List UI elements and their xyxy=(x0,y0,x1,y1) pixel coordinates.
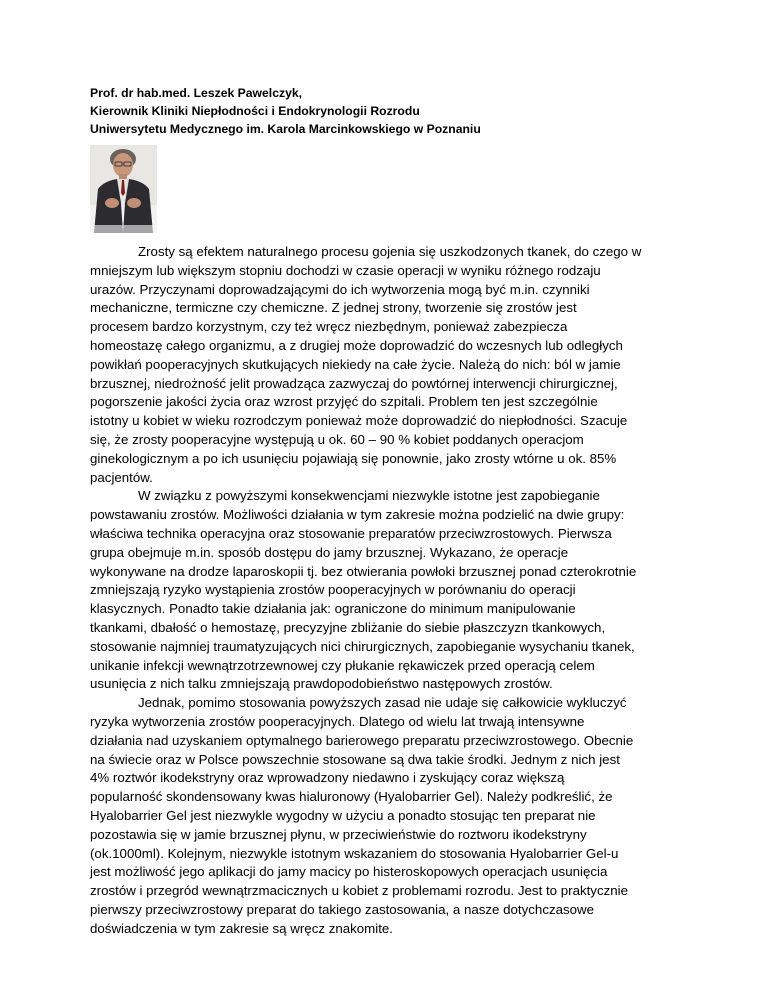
author-name: Prof. dr hab.med. Leszek Pawelczyk, xyxy=(90,86,303,100)
paragraph-2: W związku z powyższymi konsekwencjami niezwykle istotne jest zapobieganie powstawaniu zrostów. Możliwości działania w tym zakresie można podzielić na dwie grupy: właściwa technika operacyjna oraz stosowanie preparatów przeciwzrostowych. Pierwsza grupa obejmuje m.in. sposób dostępu do jamy brzusznej. Wykazano, że operacje wykonywane na drodze laparoskopii tj. bez otwierania powłoki brzusznej ponad czterokrotnie zmniejszają ryzyko wystąpienia zrostów pooperacyjnych w porównaniu do operacji klasycznych. Ponadto takie działania jak: ograniczone do minimum manipulowanie tkankami, dbałość o hemostazę, precyzyjne zbliżanie do siebie płaszczyzn tkankowych, stosowanie najmniej traumatyzujących nici chirurgicznych, zapobieganie wysychaniu tkanek, unikanie infekcji wewnątrzotrzewnowej czy płukanie rękawiczek przed operacją celem usunięcia z nich talku zmniejszają prawdopodobieństwo następowych zrostów. xyxy=(90,488,637,692)
author-portrait-photo xyxy=(90,145,157,233)
paragraph-3: Jednak, pomimo stosowania powyższych zasad nie udaje się całkowicie wykluczyć ryzyka wytworzenia zrostów pooperacyjnych. Dlatego od wielu lat trwają intensywne działania nad uzyskaniem optymalnego barierowego preparatu przeciwzrostowego. Obecnie na świecie oraz w Polsce powszechnie stosowane są dwa takie środki. Jednym z nich jest 4% roztwór ikodekstryny oraz wprowadzony niedawno i zyskujący coraz większą popularność skondensowany kwas hialuronowy (Hyalobarrier Gel). Należy podkreślić, że Hyalobarrier Gel jest niezwykle wygodny w użyciu a ponadto stosując ten preparat nie pozostawia się w jamie brzusznej płynu, w przeciwieństwie do roztworu ikodekstryny (ok.1000ml). Kolejnym, niezwykle istotnym wskazaniem do stosowania Hyalobarrier Gel-u jest możliwość jego aplikacji do jamy macicy po histeroskopowych operacjach usunięcia zrostów i przegród wewnątrzmacicznych u kobiet z problemami rozrodu. Jest to praktycznie pierwszy przeciwzrostowy preparat do takiego zastosowania, a nasze dotychczasowe doświadczenia w tym zakresie są wręcz znakomite. xyxy=(90,695,634,936)
paragraph-1: Zrosty są efektem naturalnego procesu gojenia się uszkodzonych tkanek, do czego w mniejszym lub większym stopniu dochodzi w czasie operacji w wyniku różnego rodzaju urazów. Przyczynami doprowadzającymi do ich wytworzenia mogą być m.in. czynniki mechaniczne, termiczne czy chemiczne. Z jednej strony, tworzenie się zrostów jest procesem bardzo korzystnym, czy też wręcz niezbędnym, ponieważ zabezpiecza homeostazę całego organizmu, a z drugiej może doprowadzić do wczesnych lub odległych powikłań pooperacyjnych skutkujących niekiedy na całe życie. Należą do nich: ból w jamie brzusznej, niedrożność jelit prowadząca zazwyczaj do powtórnej interwencji chirurgicznej, pogorszenie jakości życia oraz wzrost przyjęć do szpitali. Problem ten jest szczególnie istotny u kobiet w wieku rozrodczym ponieważ może doprowadzić do niepłodności. Szacuje się, że zrosty pooperacyjne występują u ok. 60 – 90 % kobiet poddanych operacjom ginekologicznym a po ich usunięciu pojawiają się ponownie, jako zrosty wtórne u ok. 85% pacjentów. xyxy=(90,244,642,485)
article-body xyxy=(90,243,690,938)
author-position: Kierownik Kliniki Niepłodności i Endokrynologii Rozrodu xyxy=(90,104,420,118)
author-block xyxy=(90,84,690,138)
portrait-photo-icon xyxy=(90,145,157,233)
author-institution: Uniwersytetu Medycznego im. Karola Marcinkowskiego w Poznaniu xyxy=(90,122,481,136)
